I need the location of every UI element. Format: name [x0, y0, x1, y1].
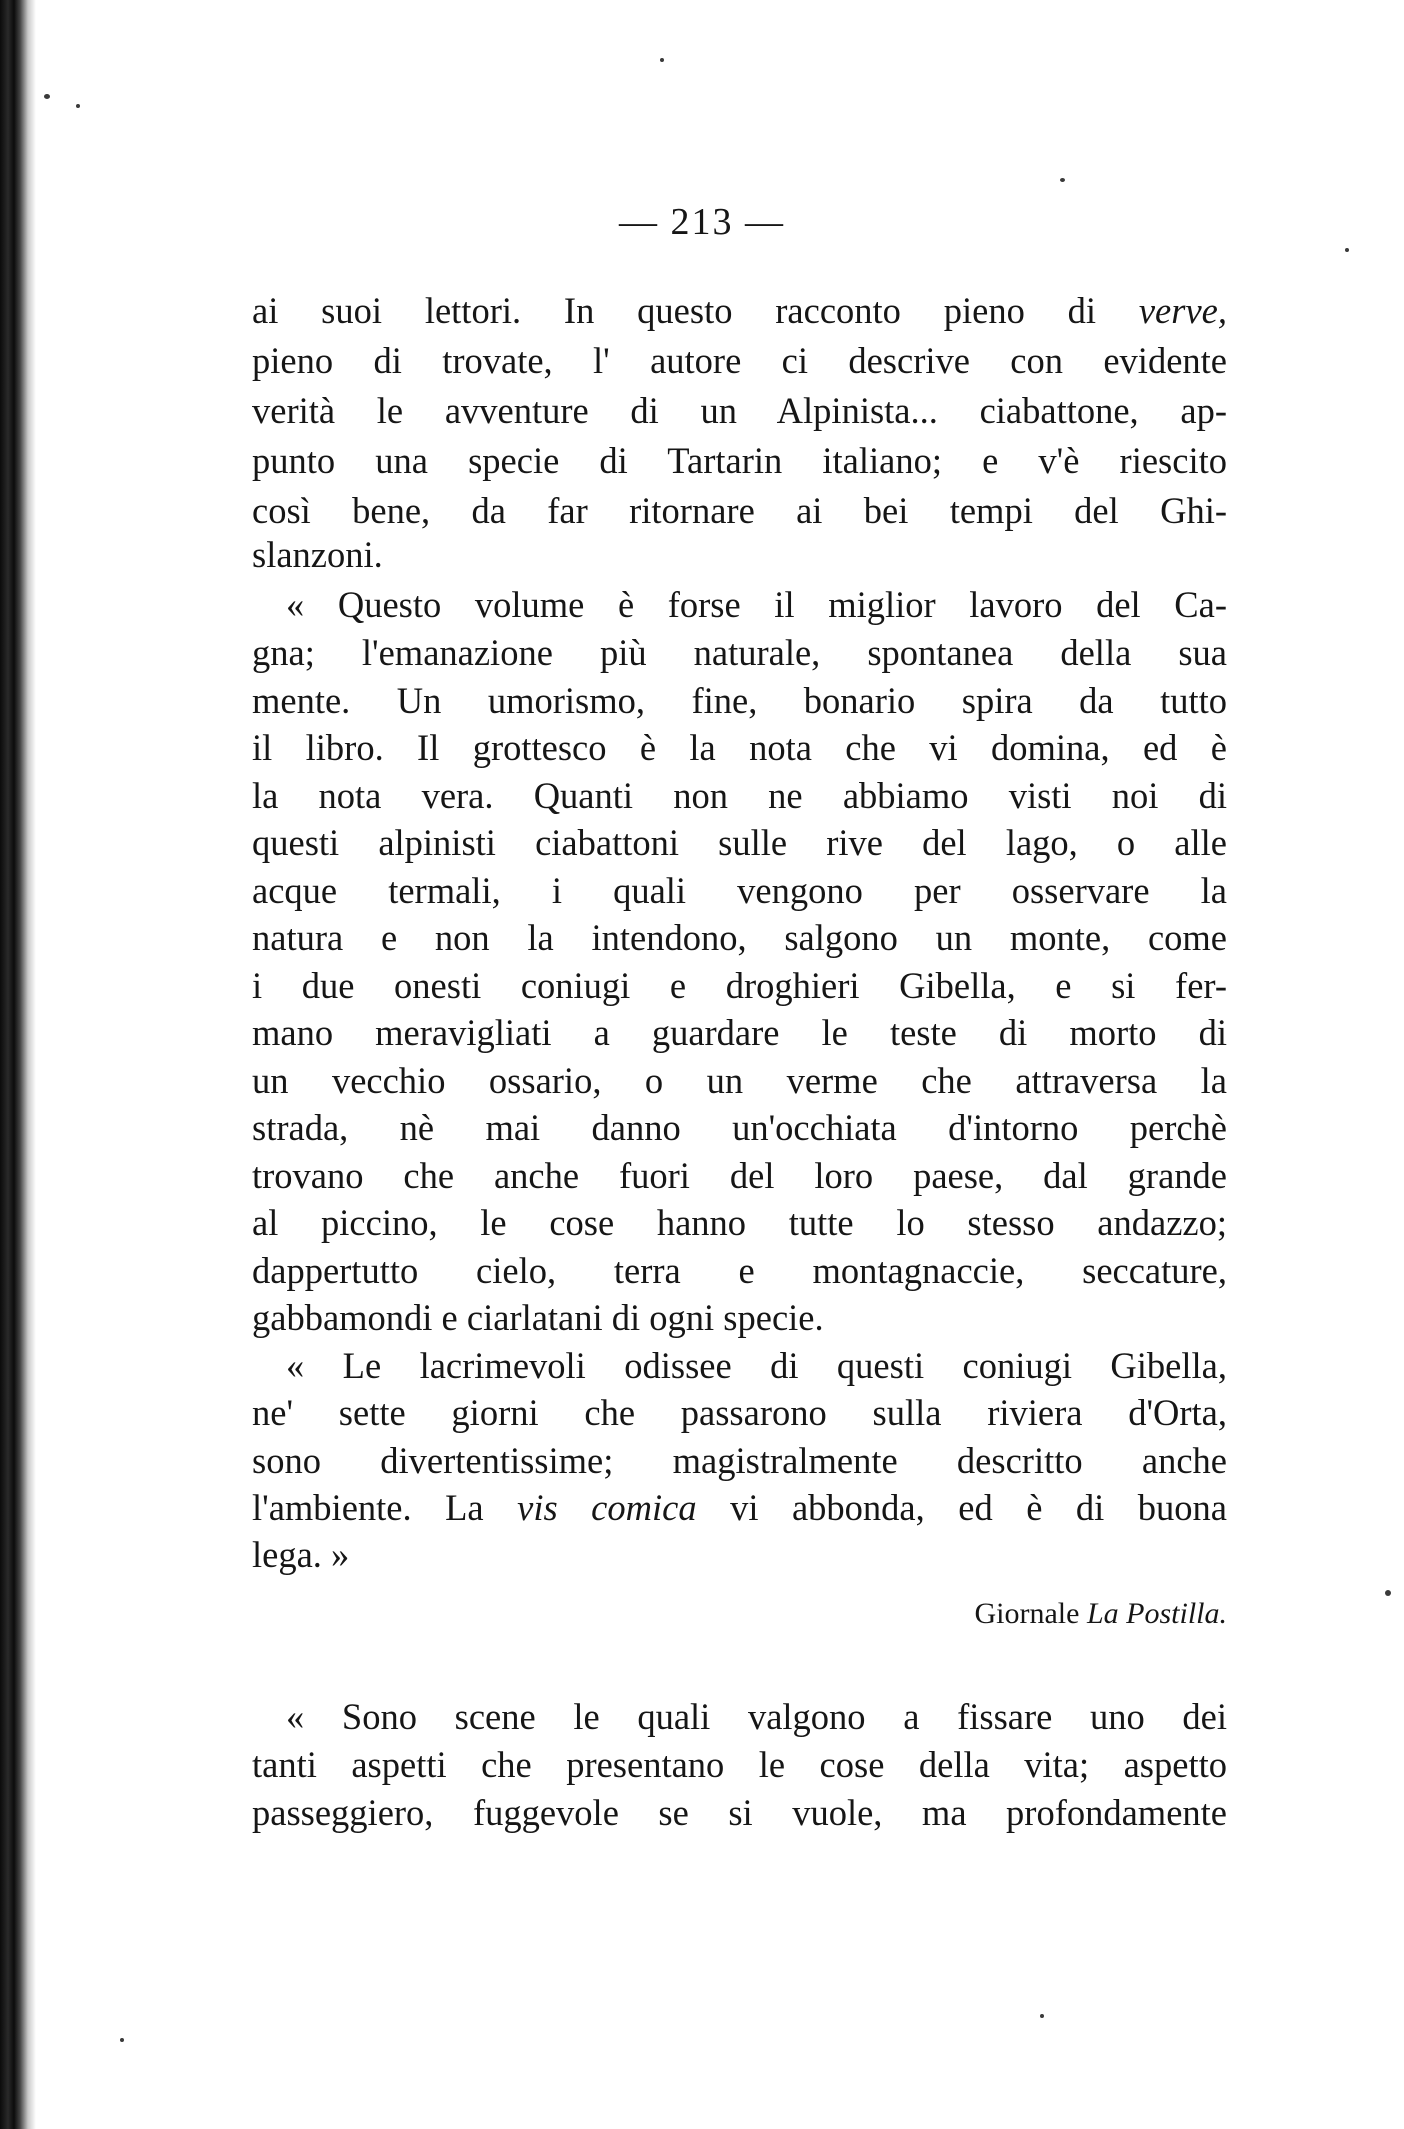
text-line: questi alpinisti ciabattoni sulle rive del lago, o alle — [252, 822, 1227, 863]
text-line: passeggiero, fuggevole se si vuole, ma profondamente — [252, 1792, 1227, 1833]
text-line: strada, nè mai danno un'occhiata d'intorno perchè — [252, 1107, 1227, 1148]
text-line: ne' sette giorni che passarono sulla riviera d'Orta, — [252, 1392, 1227, 1433]
print-speck — [1040, 2014, 1044, 2018]
source-attribution: Giornale La Postilla. — [974, 1597, 1227, 1630]
text-line: slanzoni. — [252, 534, 383, 575]
text-line: punto una specie di Tartarin italiano; e v'è riescito — [252, 440, 1227, 481]
print-speck — [120, 2038, 124, 2042]
text-line: sono divertentissime; magistralmente descritto anche — [252, 1440, 1227, 1481]
text-line: lega. » — [252, 1534, 350, 1575]
print-speck — [76, 104, 80, 108]
text-line: gabbamondi e ciarlatani di ogni specie. — [252, 1297, 824, 1338]
text-line: ai suoi lettori. In questo racconto pieno di verve, — [252, 290, 1227, 331]
text-line: tanti aspetti che presentano le cose della vita; aspetto — [252, 1744, 1227, 1785]
text-line: « Le lacrimevoli odissee di questi coniugi Gibella, — [286, 1345, 1227, 1386]
book-spine-shadow — [0, 0, 36, 2129]
text-line: « Questo volume è forse il miglior lavoro del Ca- — [286, 584, 1227, 625]
text-line: un vecchio ossario, o un verme che attraversa la — [252, 1060, 1227, 1101]
text-line: mano meravigliati a guardare le teste di morto di — [252, 1012, 1227, 1053]
text-line: natura e non la intendono, salgono un monte, come — [252, 917, 1227, 958]
print-speck — [44, 94, 50, 99]
print-speck — [1060, 178, 1065, 182]
text-line: al piccino, le cose hanno tutte lo stesso andazzo; — [252, 1202, 1227, 1243]
text-line: gna; l'emanazione più naturale, spontanea della sua — [252, 632, 1227, 673]
text-line: « Sono scene le quali valgono a fissare uno dei — [286, 1696, 1227, 1737]
text-line: il libro. Il grottesco è la nota che vi domina, ed è — [252, 727, 1227, 768]
page-number: — 213 — — [619, 201, 785, 243]
text-line: dappertutto cielo, terra e montagnaccie, seccature, — [252, 1250, 1227, 1291]
text-line: i due onesti coniugi e droghieri Gibella, e si fer- — [252, 965, 1227, 1006]
text-line: acque termali, i quali vengono per osservare la — [252, 870, 1227, 911]
text-line: l'ambiente. La vis comica vi abbonda, ed è di buona — [252, 1487, 1227, 1528]
text-line: trovano che anche fuori del loro paese, dal grande — [252, 1155, 1227, 1196]
text-line: mente. Un umorismo, fine, bonario spira da tutto — [252, 680, 1227, 721]
text-line: pieno di trovate, l' autore ci descrive con evidente — [252, 340, 1227, 381]
print-speck — [1385, 1590, 1391, 1596]
text-line: così bene, da far ritornare ai bei tempi del Ghi- — [252, 490, 1227, 531]
print-speck — [660, 58, 664, 62]
text-line: verità le avventure di un Alpinista... ciabattone, ap- — [252, 390, 1227, 431]
text-line: la nota vera. Quanti non ne abbiamo visti noi di — [252, 775, 1227, 816]
print-speck — [1345, 248, 1349, 252]
